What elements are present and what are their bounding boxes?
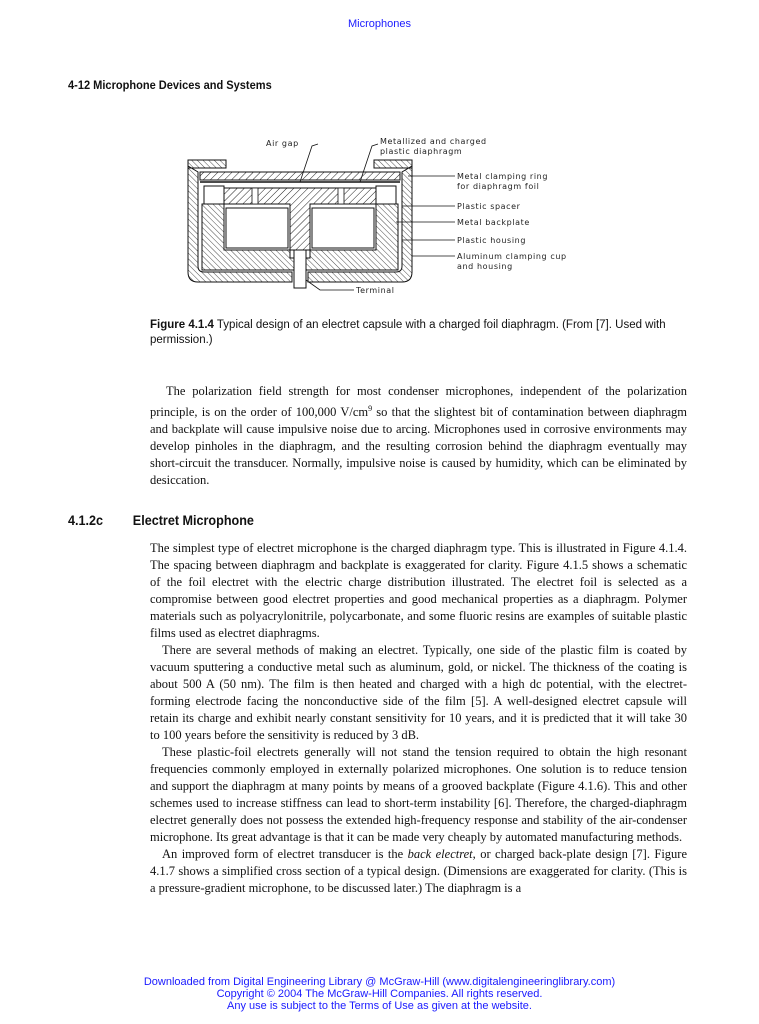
paragraph: These plastic-foil electrets generally will not stand the tension required to obtain the high resonant frequencies commonly employed in externally polarized microphones. One solution is to reduce tension and support the diaphragm at many points by means of a grooved backplate (Figure 4.1.6). This and other schemes used to increase stiffness can lead to short-term instability [6]. Therefore, the charged-diaphragm electret generally does not possess the extended high-frequency response and stability of the air-condenser microphone. Its great advantage is that it can be made very cheaply by automated manufacturing methods. xyxy=(150,745,687,844)
figure-electret-capsule xyxy=(180,132,580,297)
paragraph-polarization xyxy=(150,383,687,489)
label-cup-2: and housing xyxy=(457,262,513,271)
clamp-lip-right xyxy=(374,160,412,168)
section-body xyxy=(150,540,687,897)
footer xyxy=(0,976,759,1012)
para1-superscript: 9 xyxy=(368,404,373,413)
para5-emphasis: back electret xyxy=(407,847,473,861)
footer-terms[interactable]: Any use is subject to the Terms of Use as given at the website. xyxy=(227,1000,532,1012)
plastic-spacer-right xyxy=(376,186,396,204)
running-head: 4-12 Microphone Devices and Systems xyxy=(68,78,272,92)
label-metallized: Metallized and charged xyxy=(380,137,487,146)
backplate-hole xyxy=(252,188,258,204)
label-clamp-ring: Metal clamping ring xyxy=(457,172,548,181)
label-terminal: Terminal xyxy=(356,286,395,295)
paragraph xyxy=(150,846,687,897)
caption-text: Typical design of an electret capsule with a charged foil diaphragm. (From [7]. Used with permission.) xyxy=(150,319,666,346)
figure-diagram xyxy=(180,132,580,297)
section-title: Electret Microphone xyxy=(132,512,254,528)
section-number: 4.1.2c xyxy=(68,512,104,528)
para5-text-a: An improved form of electret transducer is the xyxy=(162,847,408,861)
paragraph: The simplest type of electret microphone is the charged diaphragm type. This is illustrated in Figure 4.1.4. The spacing between diaphragm and backplate is exaggerated for clarity. Figure 4.1.5 shows a schematic of the foil electret with the electric charge distribution illustrated. The electret foil is selected as a compromise between good electret properties and good mechanical properties as a diaphragm. Polymer materials such as polyacrylonitrile, polycarbonate, and some fluoric resins are examples of suitable plastic films used as electret diaphragms. xyxy=(150,541,687,640)
header-link[interactable]: Microphones xyxy=(348,18,411,30)
caption-number: Figure 4.1.4 xyxy=(150,319,214,331)
label-cup: Aluminum clamping cup xyxy=(457,252,567,261)
clamp-lip-left xyxy=(188,160,226,168)
section-heading xyxy=(68,512,626,528)
figure-caption xyxy=(150,318,690,348)
para5-text-b: , or charged back-plate design [7]. Figure 4.1.7 shows a simplified cross section of a typical design. (Dimensions are exaggerated for clarity. (This is a pressure-gradient microphone, to be discussed later.) The diaphragm is a xyxy=(150,847,688,895)
terminal-pin xyxy=(294,250,306,288)
backplate-hole xyxy=(338,188,344,204)
label-housing: Plastic housing xyxy=(457,236,526,245)
plastic-spacer-left xyxy=(204,186,224,204)
label-spacer: Plastic spacer xyxy=(457,202,521,211)
housing-cavity xyxy=(226,208,288,248)
label-air-gap: Air gap xyxy=(266,139,299,148)
label-clamp-ring-2: for diaphragm foil xyxy=(457,182,540,191)
housing-cavity xyxy=(312,208,374,248)
footer-copyright[interactable]: Copyright © 2004 The McGraw-Hill Companies. All rights reserved. xyxy=(216,988,543,1000)
para1-text-a: The polarization field strength for most condenser microphones, independent of the polarization principle, is on the order of 100,000 V/cm xyxy=(150,384,687,420)
paragraph: There are several methods of making an electret. Typically, one side of the plastic film is coated by vacuum sputtering a conductive metal such as aluminum, gold, or nickel. The thickness of the coating is about 500 A (50 nm). The film is then heated and charged with a high dc potential, with the electret-forming electrode facing the nonconductive side of the film [5]. A well-designed electret capsule will retain its charge and exhibit nearly constant sensitivity for 10 years, and it is predicted that it will take 30 to 100 years before the sensitivity is reduced by 3 dB. xyxy=(150,643,687,742)
para1-text-b: so that the slightest bit of contamination between diaphragm and backplate will cause impulsive noise due to arcing. Microphones used in corrosive environments may develop pinholes in the diaphragm, and the resulting corrosion behind the diaphragm eventually may short-circuit the transducer. Normally, impulsive noise is caused by humidity, which can be eliminated by desiccation. xyxy=(150,405,687,488)
label-backplate: Metal backplate xyxy=(457,218,530,227)
footer-download-link[interactable]: Downloaded from Digital Engineering Library @ McGraw-Hill (www.digitalengineeringlibrary.com) xyxy=(143,976,616,988)
clamping-ring xyxy=(200,172,400,180)
label-metallized-2: plastic diaphragm xyxy=(380,147,463,156)
